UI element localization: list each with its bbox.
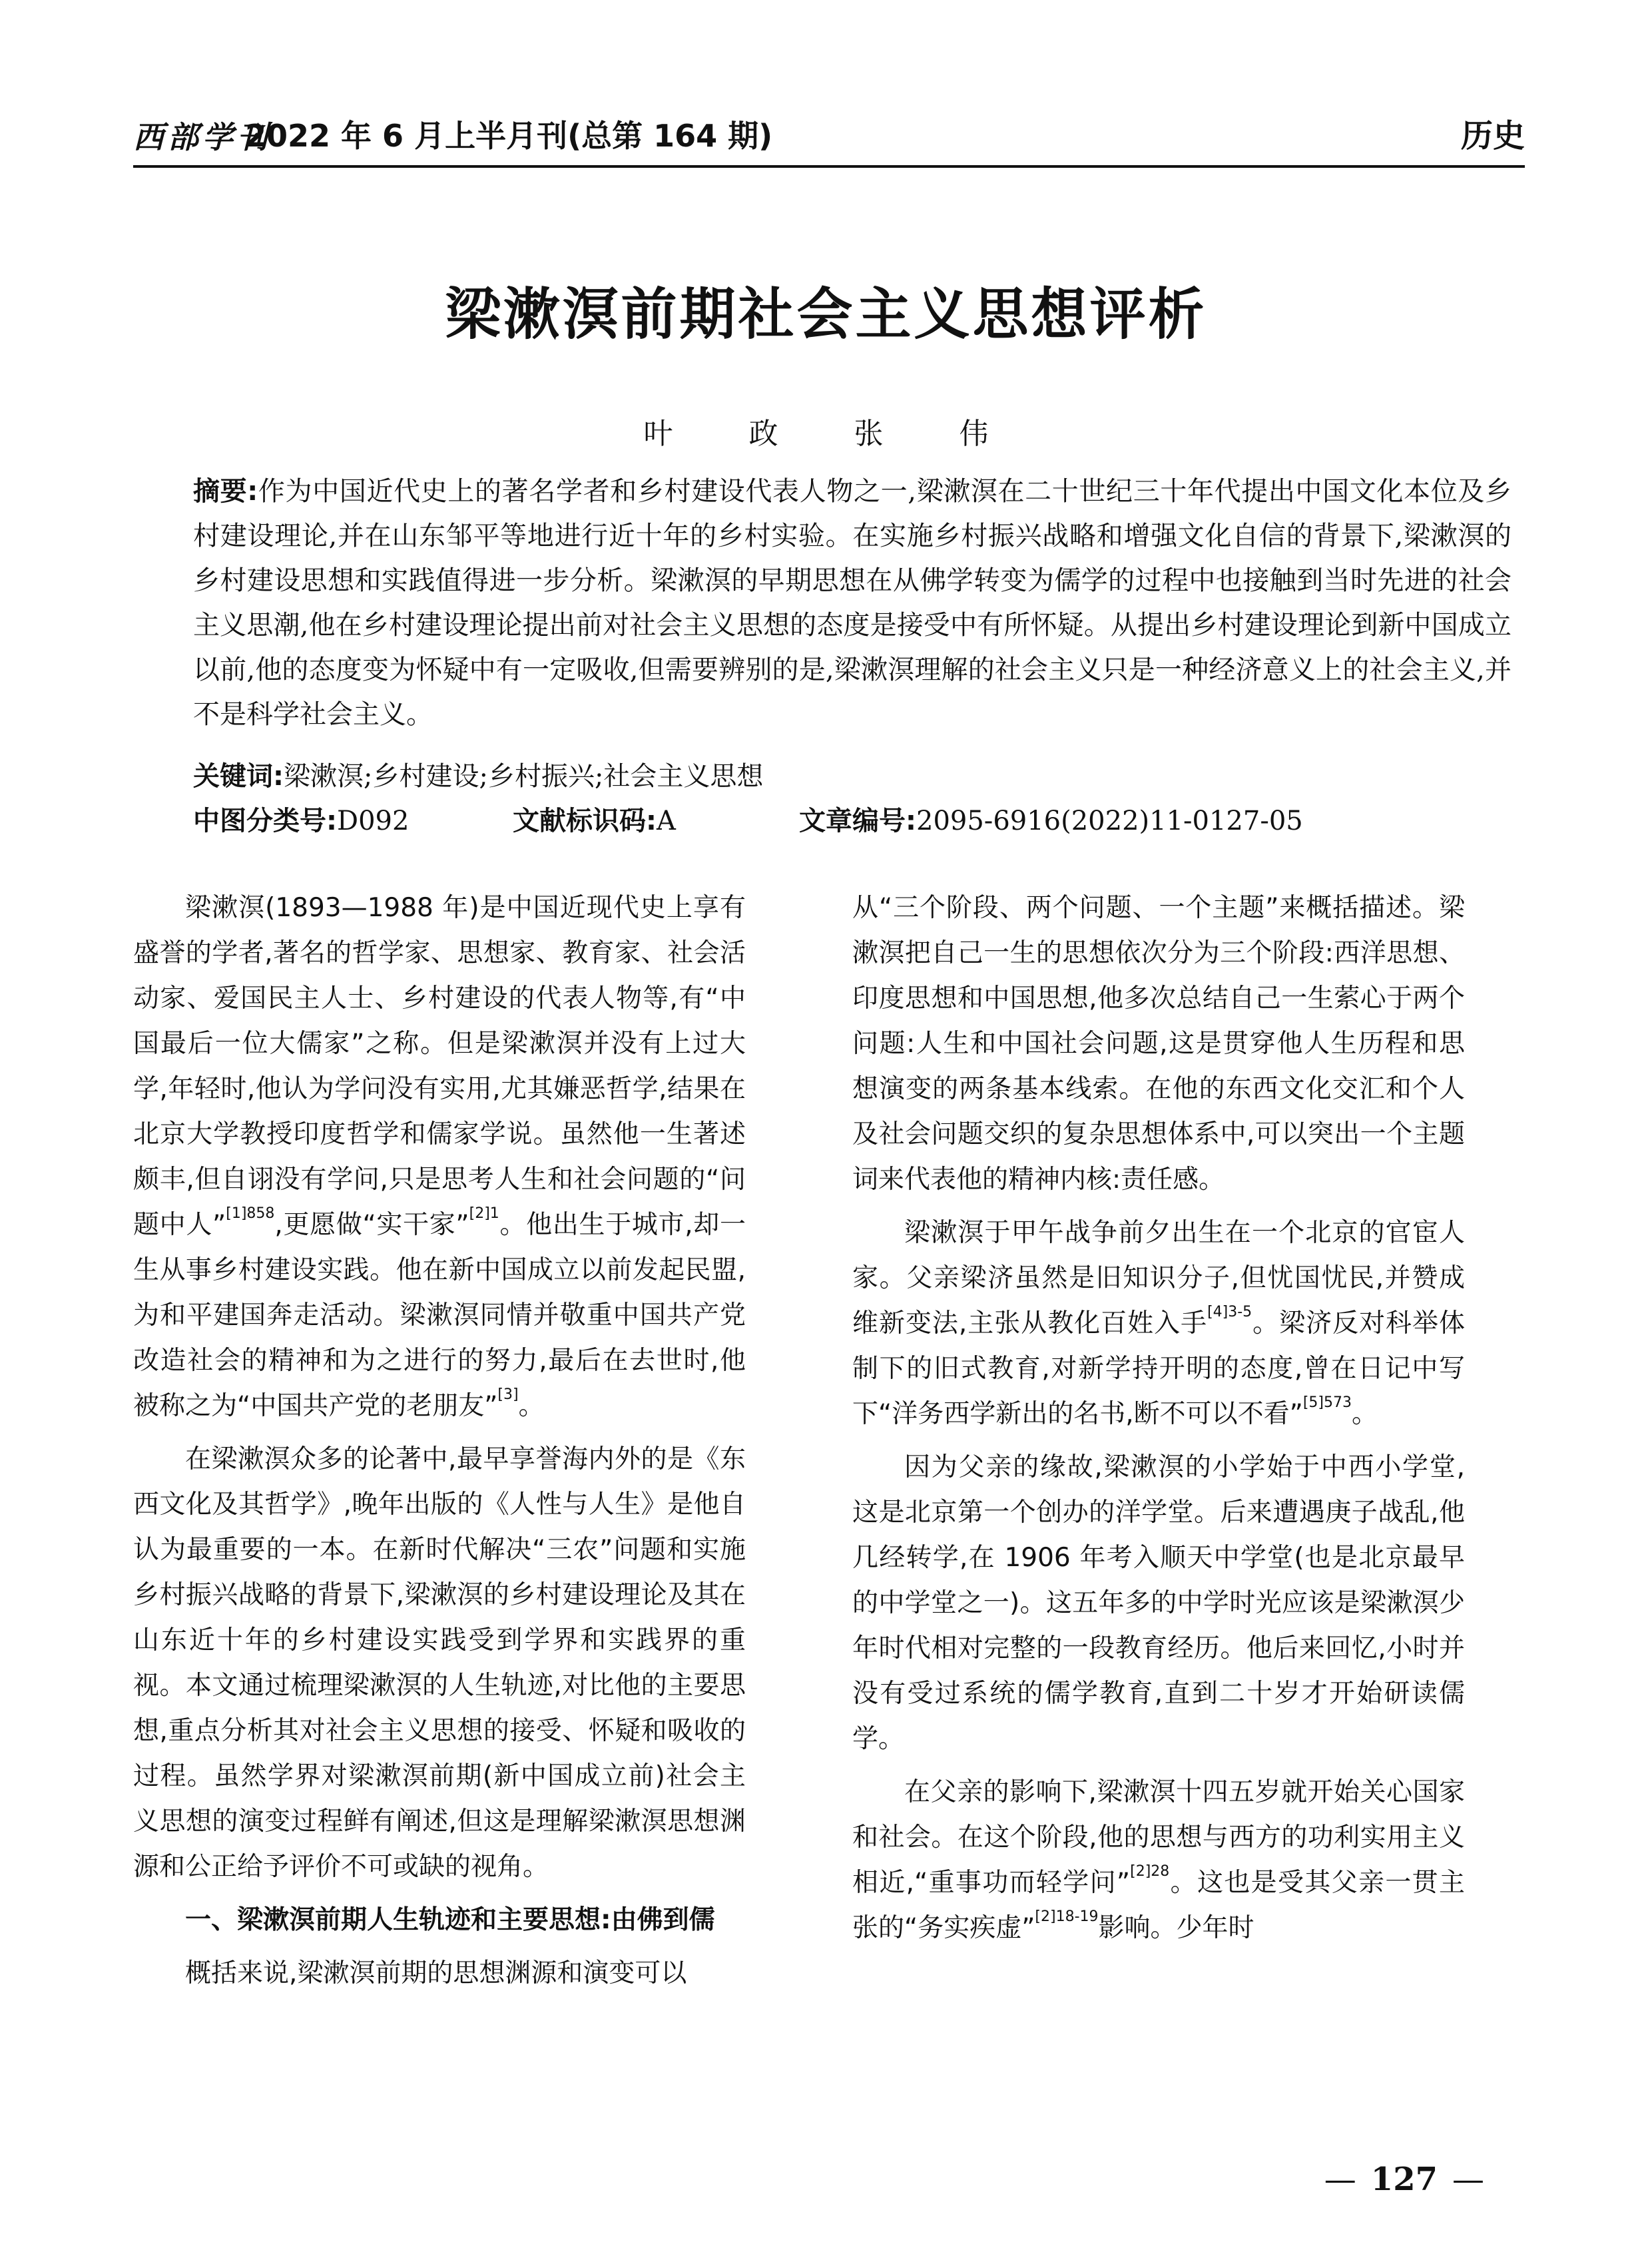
right-column [852,886,1465,1951]
body-paragraph: 梁漱溟(1893—1988 年)是中国近现代史上享有盛誉的学者,著名的哲学家、思想家、教育家、社会活动家、爱国民主人士、乡村建设的代表人物等,有“中国最后一位大儒家”之称。但是梁漱溟并没有上过大学,年轻时,他认为学问没有实用,尤其嫌恶哲学,结果在北京大学教授印度哲学和儒家学说。虽然他一生著述颇丰,但自诩没有学问,只是思考人生和社会问题的“问题中人”$^{[1]858}$,更愿做“实干家”$^{[2]1}$。他出生于城市,却一生从事乡村建设实践。他在新中国成立以前发起民盟,为和平建国奔走活动。梁漱溟同情并敬重中国共产党改造社会的精神和为之进行的努力,最后在去世时,他被称之为“中国共产党的老朋友”[3]。 [133,893,746,1421]
citation: [2]28 [1130,1863,1170,1880]
citation: [4]3-5 [1207,1304,1252,1320]
doc-code-value: A [657,806,676,836]
body-paragraph: 在梁漱溟众多的论著中,最早享誉海内外的是《东西文化及其哲学》,晚年出版的《人性与人生》是他自认为最重要的一本。在新时代解决“三农”问题和实施乡村振兴战略的背景下,梁漱溟的乡村建设理论及其在山东近十年的乡村建设实践受到学界和实践界的重视。本文通过梳理梁漱溟的人生轨迹,对比他的主要思想,重点分析其对社会主义思想的接受、怀疑和吸收的过程。虽然学界对梁漱溟前期(新中国成立前)社会主义思想的演变过程鲜有阐述,但这是理解梁漱溟思想渊源和公正给予评价不可或缺的视角。 [133,1444,746,1882]
section-name: 历史 [1460,117,1525,154]
abstract-text: 作为中国近代史上的著名学者和乡村建设代表人物之一,梁漱溟在二十世纪三十年代提出中国文化本位及乡村建设理论,并在山东邹平等地进行近十年的乡村实验。在实施乡村振兴战略和增强文化自信的背景下,梁漱溟的乡村建设思想和实践值得进一步分析。梁漱溟的早期思想在从佛学转变为儒学的过程中也接触到当时先进的社会主义思潮,他在乡村建设理论提出前对社会主义思想的态度是接受中有所怀疑。从提出乡村建设理论到新中国成立以前,他的态度变为怀疑中有一定吸收,但需要辨别的是,梁漱溟理解的社会主义只是一种经济意义上的社会主义,并不是科学社会主义。 [193,476,1512,730]
citation: [5]573 [1302,1394,1352,1411]
clc-value: D092 [337,806,410,836]
abstract-label: 摘要: [193,476,258,507]
abstract [193,469,1512,737]
keywords-text: 梁漱溟;乡村建设;乡村振兴;社会主义思想 [284,761,764,792]
body-paragraph: 概括来说,梁漱溟前期的思想渊源和演变可以 [185,1958,687,1988]
doc-code-label: 文献标识码: [513,806,657,836]
left-column [133,886,746,1996]
clc-number [193,799,409,844]
keywords-label: 关键词: [193,761,284,792]
body-paragraph: 在父亲的影响下,梁漱溟十四五岁就开始关心国家和社会。在这个阶段,他的思想与西方的功利实用主义相近,“重事功而轻学问”$^{[2]28}$。这也是受其父亲一贯主张的“务实疾虚”$^{[2]18-19}$影响。少年时 [852,1777,1465,1943]
article-title: 梁漱溟前期社会主义思想评析 [445,282,1207,347]
author-line: 叶 政 张 伟 [643,417,1009,451]
citation: [2]18-19 [1035,1908,1099,1925]
keywords [193,754,763,799]
document-code [513,799,676,844]
body-paragraph: 因为父亲的缘故,梁漱溟的小学始于中西小学堂,这是北京第一个创办的洋学堂。后来遭遇庚子战乱,他几经转学,在 1906 年考入顺天中学堂(也是北京最早的中学堂之一)。这五年多的中学时光应该是梁漱溟少年时代相对完整的一段教育经历。他后来回忆,小时并没有受过系统的儒学教育,直到二十岁才开始研读儒学。 [852,1452,1465,1754]
citation: [2]1 [469,1205,499,1222]
section-heading: 一、梁漱溟前期人生轨迹和主要思想:由佛到儒 [185,1905,715,1935]
body-paragraph: 从“三个阶段、两个问题、一个主题”来概括描述。梁漱溟把自己一生的思想依次分为三个阶段:西洋思想、印度思想和中国思想,他多次总结自己一生萦心于两个问题:人生和中国社会问题,这是贯穿他人生历程和思想演变的两条基本线索。在他的东西文化交汇和个人及社会问题交织的复杂思想体系中,可以突出一个主题词来代表他的精神内核:责任感。 [852,893,1465,1195]
article-number-value: 2095-6916(2022)11-0127-05 [916,806,1303,836]
clc-label: 中图分类号: [193,806,337,836]
citation: [1]858 [226,1205,275,1222]
body-paragraph: 梁漱溟于甲午战争前夕出生在一个北京的官宦人家。父亲梁济虽然是旧知识分子,但忧国忧民,并赞成维新变法,主张从教化百姓入手$^{[4]3-5}$。梁济反对科举体制下的旧式教育,对新学持开明的态度,曾在日记中写下“洋务西学新出的名书,断不可以不看”$^{[5]573}$。 [852,1218,1465,1429]
page-number: — 127 — [1324,2161,1484,2198]
issue-info: 2022 年 6 月上半月刊(总第 164 期) [245,118,773,154]
article-number [799,799,1303,844]
running-header [133,112,1525,168]
citation: [3] [497,1386,519,1403]
article-number-label: 文章编号: [799,806,916,836]
journal-logo: 西部学刊 [133,119,272,155]
